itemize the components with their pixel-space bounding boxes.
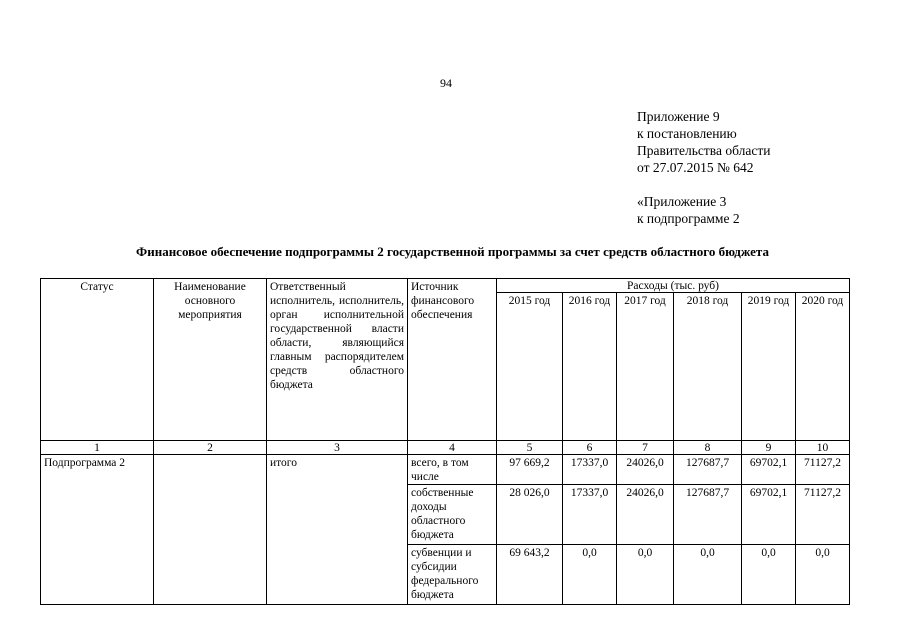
appendix-line: от 27.07.2015 № 642 bbox=[637, 160, 754, 175]
document-title: Финансовое обеспечение подпрограммы 2 государственной программы за счет средств областного бюджета bbox=[136, 244, 769, 259]
value-cell: 28 026,0 bbox=[497, 485, 563, 545]
value-cell: 0,0 bbox=[796, 545, 850, 605]
measure-name-cell bbox=[154, 455, 267, 605]
page-number: 94 bbox=[440, 76, 452, 90]
value-cell: 0,0 bbox=[674, 545, 742, 605]
header-year: 2018 год bbox=[674, 293, 742, 441]
source-cell: всего, в том числе bbox=[408, 455, 497, 485]
header-executor: Ответственный исполнитель, исполнитель, орган исполнительной государственной власти области, являющийся главным распорядителем средств областного бюджета bbox=[267, 279, 408, 441]
column-number: 2 bbox=[154, 441, 267, 455]
table-row bbox=[41, 455, 850, 485]
header-measure-name: Наименование основного мероприятия bbox=[154, 279, 267, 441]
value-cell: 71127,2 bbox=[796, 455, 850, 485]
value-cell: 69702,1 bbox=[742, 455, 796, 485]
value-cell: 0,0 bbox=[563, 545, 617, 605]
value-cell: 0,0 bbox=[617, 545, 674, 605]
value-cell: 71127,2 bbox=[796, 485, 850, 545]
value-cell: 69702,1 bbox=[742, 485, 796, 545]
value-cell: 17337,0 bbox=[563, 485, 617, 545]
column-number: 10 bbox=[796, 441, 850, 455]
appendix-block bbox=[637, 108, 770, 227]
value-cell: 24026,0 bbox=[617, 455, 674, 485]
header-year: 2020 год bbox=[796, 293, 850, 441]
status-cell: Подпрограмма 2 bbox=[41, 455, 154, 605]
value-cell: 24026,0 bbox=[617, 485, 674, 545]
value-cell: 0,0 bbox=[742, 545, 796, 605]
header-year: 2015 год bbox=[497, 293, 563, 441]
header-expenses: Расходы (тыс. руб) bbox=[497, 279, 850, 293]
appendix-line: «Приложение 3 bbox=[637, 194, 727, 209]
header-year: 2019 год bbox=[742, 293, 796, 441]
column-number: 5 bbox=[497, 441, 563, 455]
column-number: 4 bbox=[408, 441, 497, 455]
header-status: Статус bbox=[41, 279, 154, 441]
column-number: 8 bbox=[674, 441, 742, 455]
executor-cell: итого bbox=[267, 455, 408, 605]
column-number: 1 bbox=[41, 441, 154, 455]
value-cell: 127687,7 bbox=[674, 455, 742, 485]
financing-table bbox=[40, 278, 850, 605]
appendix-line: Приложение 9 bbox=[637, 109, 720, 124]
value-cell: 69 643,2 bbox=[497, 545, 563, 605]
column-number: 6 bbox=[563, 441, 617, 455]
value-cell: 97 669,2 bbox=[497, 455, 563, 485]
appendix-line: к постановлению bbox=[637, 126, 737, 141]
header-source: Источник финансового обеспечения bbox=[408, 279, 497, 441]
column-number: 3 bbox=[267, 441, 408, 455]
source-cell: субвенции и субсидии федерального бюджета bbox=[408, 545, 497, 605]
source-cell: собственные доходы областного бюджета bbox=[408, 485, 497, 545]
value-cell: 17337,0 bbox=[563, 455, 617, 485]
header-year: 2017 год bbox=[617, 293, 674, 441]
value-cell: 127687,7 bbox=[674, 485, 742, 545]
column-number: 7 bbox=[617, 441, 674, 455]
column-number-row bbox=[41, 441, 850, 455]
column-number: 9 bbox=[742, 441, 796, 455]
appendix-line: к подпрограмме 2 bbox=[637, 211, 740, 226]
header-year: 2016 год bbox=[563, 293, 617, 441]
appendix-line: Правительства области bbox=[637, 143, 771, 158]
